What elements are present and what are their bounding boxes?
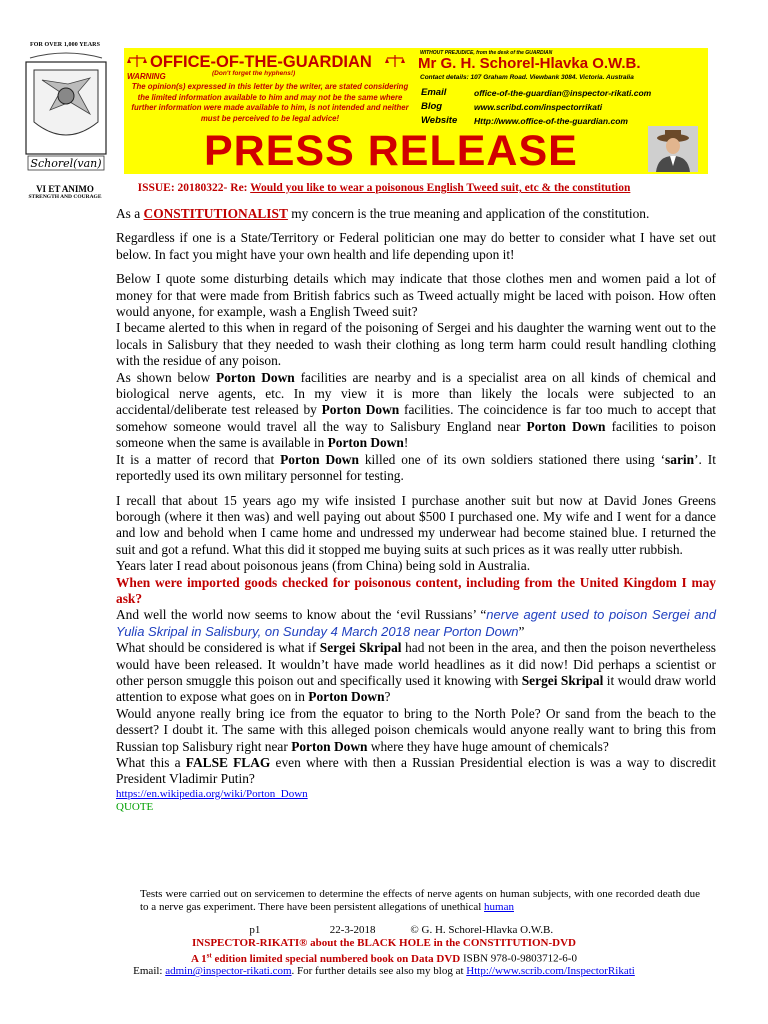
porton-down-bold: Porton Down bbox=[321, 402, 400, 418]
logo-motto-sub: STRENGTH AND COURAGE bbox=[28, 194, 102, 200]
sergei-skripal-bold: Sergei Skripal bbox=[319, 640, 402, 656]
text-run: even where with then a Russian Presidential election is was a way to discredit President Vladimir Putin? bbox=[116, 755, 716, 787]
footer-line-3 bbox=[0, 949, 768, 965]
text-run: What this a bbox=[116, 755, 186, 770]
footer-email-link[interactable]: admin@inspector-rikati.com bbox=[165, 965, 292, 978]
paragraph-6 bbox=[116, 452, 716, 485]
text-run: It is a matter of record that bbox=[116, 451, 281, 467]
footer-date: 22-3-2018 bbox=[329, 924, 376, 936]
paragraph-4: I became alerted to this when in regard of the poisoning of Sergei and his daughter the warning went out to the locals in Salisbury that they needed to wash their clothing as long term harm could result handling clothing with the residue of any poison. bbox=[116, 320, 716, 369]
email-label: Email bbox=[421, 87, 447, 98]
paragraph-13 bbox=[116, 755, 716, 788]
issue-line bbox=[0, 182, 768, 194]
website-value[interactable]: Http://www.office-of-the-guardian.com bbox=[474, 116, 628, 126]
office-title: OFFICE-OF-THE-GUARDIAN bbox=[150, 53, 372, 71]
issue-prefix: ISSUE: 20180322- Re: bbox=[137, 182, 251, 194]
footer-blog-link[interactable]: Http://www.scrib.com/InspectorRikati bbox=[466, 965, 635, 978]
text-run: As a bbox=[116, 206, 144, 221]
text-run: Email: bbox=[133, 965, 166, 978]
paragraph-5 bbox=[116, 370, 716, 452]
text-run: my concern is the true meaning and application of the constitution. bbox=[287, 206, 650, 221]
text-run: facilities. The coincidence is far too much to accept that somehow someone would travel all the way to Salisbury England near bbox=[116, 402, 716, 434]
isbn: ISBN 978-0-9803712-6-0 bbox=[460, 952, 577, 965]
page-footer bbox=[0, 924, 768, 978]
text-run: where they have huge amount of chemicals? bbox=[367, 738, 609, 754]
text-run: it would draw world attention to expose what goes on in bbox=[116, 672, 716, 705]
paragraph-3: Below I quote some disturbing details which may indicate that those clothes men and women paid a lot of money for that were made from British fabrics such as Tweed actually might be laced with poison. How often would anyone, for example, wash a English Tweed suit? bbox=[116, 271, 716, 320]
press-release-heading: PRESS RELEASE bbox=[204, 127, 578, 175]
text-run: . For further details see also my blog at bbox=[291, 965, 467, 978]
footer-line-1 bbox=[0, 924, 768, 937]
text-run: ” bbox=[518, 623, 525, 639]
sergei-skripal-bold: Sergei Skripal bbox=[521, 672, 604, 688]
text-run: What should be considered is what if bbox=[116, 640, 320, 656]
sarin-bold: sarin bbox=[665, 451, 695, 467]
quoted-nerve-agent-text: nerve agent used to poison Sergei and Yulia Skripal in Salisbury, on Sunday 4 March 2018 near Porton Down bbox=[116, 607, 716, 639]
porton-down-bold: Porton Down bbox=[308, 689, 385, 705]
author-photo bbox=[648, 126, 698, 172]
scales-icon bbox=[385, 54, 405, 68]
porton-down-bold: Porton Down bbox=[526, 418, 606, 434]
page-number: p1 bbox=[249, 924, 261, 936]
scales-icon bbox=[127, 54, 147, 68]
quote-body: Tests were carried out on servicemen to determine the effects of nerve agents on human subjects, with one recorded death due to a nerve gas experiment. There have been persistent allegations of unethical bbox=[140, 888, 700, 913]
text-run: As shown below bbox=[116, 369, 217, 385]
false-flag-bold: FALSE FLAG bbox=[185, 755, 271, 770]
issue-subject: Would you like to wear a poisonous English Tweed suit, etc & the constitution bbox=[250, 182, 631, 194]
author-name: Mr G. H. Schorel-Hlavka O.W.B. bbox=[418, 55, 641, 72]
without-prejudice-note: WITHOUT PREJUDICE, from the desk of the GUARDIAN bbox=[420, 50, 553, 56]
office-subtitle: (Don't forget the hyphens!) bbox=[212, 70, 296, 77]
text-run: ’. It reportedly used its own military personnel for testing. bbox=[116, 451, 716, 484]
paragraph-9: When were imported goods checked for poisonous content, including from the United Kingdom I may ask? bbox=[116, 574, 716, 606]
coat-of-arms-logo bbox=[20, 52, 112, 172]
logo-top-text: FOR OVER 1,000 YEARS bbox=[29, 42, 101, 48]
wikipedia-link[interactable]: https://en.wikipedia.org/wiki/Porton_Down bbox=[116, 787, 308, 800]
constitutionalist-keyword: CONSTITUTIONALIST bbox=[143, 206, 288, 221]
website-label: Website bbox=[421, 115, 458, 126]
footer-dvd-title: INSPECTOR-RIKATI® about the BLACK HOLE in the CONSTITUTION-DVD bbox=[191, 936, 576, 949]
porton-down-bold: Porton Down bbox=[291, 738, 368, 754]
warning-label: WARNING bbox=[127, 72, 166, 81]
paragraph-2: Regardless if one is a State/Territory or Federal politician one may do better to consider what I have set out below. In fact you might have your own health and life depending upon it! bbox=[116, 230, 716, 262]
paragraph-12 bbox=[116, 706, 716, 755]
blog-label: Blog bbox=[421, 101, 443, 112]
porton-down-bold: Porton Down bbox=[327, 435, 404, 451]
press-release-body bbox=[116, 206, 716, 814]
paragraph-11 bbox=[116, 640, 716, 706]
quote-label: QUOTE bbox=[116, 800, 154, 813]
text-run: ! bbox=[403, 435, 409, 451]
text-run: edition limited special numbered book on Data DVD bbox=[211, 952, 461, 965]
porton-down-bold: Porton Down bbox=[216, 369, 295, 385]
paragraph-8: Years later I read about poisonous jeans (from China) being sold in Australia. bbox=[116, 558, 531, 574]
contact-details: Contact details: 107 Graham Road. Viewbank 3084. Victoria. Australia bbox=[420, 74, 634, 81]
text-run: Would anyone really bring ice from the equator to bring to the North Pole? Or sand from the beach to the dessert? I doubt it. The same with this alleged poison chemicals would anyone really want to bring this from Russian top Salisbury right near bbox=[116, 705, 716, 754]
human-link[interactable]: human bbox=[484, 901, 514, 913]
paragraph-10 bbox=[116, 607, 716, 640]
quoted-text bbox=[140, 888, 700, 914]
footer-copyright: © G. H. Schorel-Hlavka O.W.B. bbox=[410, 924, 554, 936]
text-run: A 1 bbox=[191, 952, 207, 965]
paragraph-1 bbox=[116, 206, 716, 222]
warning-text: The opinion(s) expressed in this letter by the writer, are stated considering the limited information available to him and may not be the same where further information were made available to him, is not intended and neither must be perceived to be legal advice! bbox=[131, 82, 409, 123]
paragraph-7: I recall that about 15 years ago my wife insisted I purchase another suit but now at David Jones Greens borough (where it then was) and well paying out about $500 I purchased one. My wife and I went for a dance and low and behold when I came home and undressed my underwear had become stained blue. I returned the suit and got a refund. What this did it stopped me buying suits at such prices as it was really utter rubbish. bbox=[116, 492, 716, 557]
text-run: facilities are nearby and is a specialist area on all kinds of chemical and biological nerve agents, etc. In my view it is more than likely the locals were subjected to an accidental/deliberate test released by bbox=[116, 369, 716, 418]
footer-line-4 bbox=[0, 965, 768, 978]
text-run: st bbox=[206, 951, 212, 959]
text-run: facilities to poison someone when the same is available in bbox=[116, 418, 716, 451]
email-value[interactable]: office-of-the-guardian@inspector-rikati.com bbox=[474, 88, 652, 98]
text-run: killed one of its own soldiers stationed there using ‘ bbox=[358, 451, 666, 467]
text-run: ? bbox=[384, 689, 391, 705]
text-run: And well the world now seems to know about the ‘evil Russians’ “ bbox=[116, 607, 487, 623]
logo-motto: VI ET ANIMO bbox=[36, 184, 94, 194]
blog-value[interactable]: www.scribd.com/inspectorrikati bbox=[474, 102, 603, 112]
svg-text:Schorel(van): Schorel(van) bbox=[30, 157, 102, 170]
porton-down-bold: Porton Down bbox=[280, 451, 359, 467]
text-run: had not been in the area, and then the poison nevertheless would have been released. It wouldn’t have made world headlines as it did now! Did perhaps a scientist or other person smuggle this poison out and specifically used it knowing with bbox=[116, 640, 716, 688]
